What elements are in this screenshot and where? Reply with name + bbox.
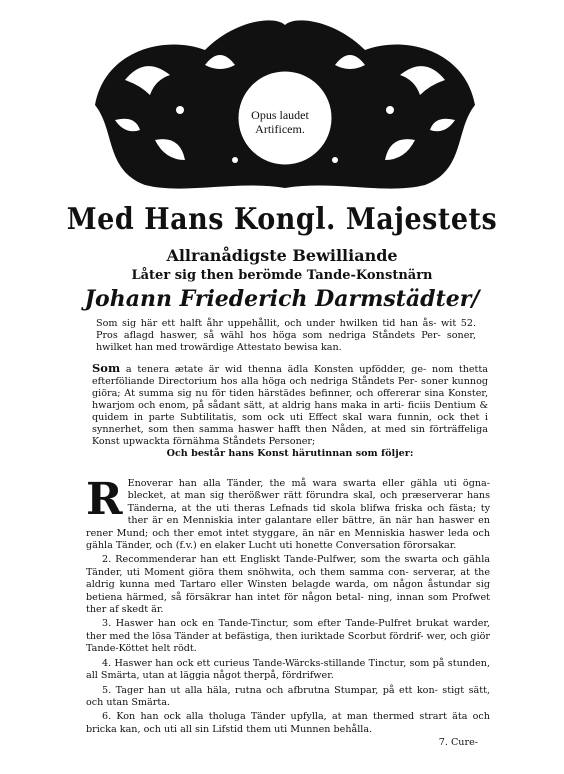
medallion-motto bbox=[235, 108, 325, 136]
motto-line-2: Artificem. bbox=[255, 122, 305, 136]
subtitle-permission: Allranådigste Bewilliande bbox=[166, 246, 398, 265]
list-item: 6. Kon han ock alla tholuga Tänder upfylla, at man thermed strart äta och bricka kan, och uti all sin Lifstid them uti Munnen behålla. bbox=[86, 711, 490, 735]
body-text: a tenera ætate är wid thenna ädla Konsten upfödder, ge- nom thetta efterföliande Directorium hos alla höga och nedriga Ståndets Per- soner kunnog giöra; At summa sig nu för tiden härstädes befinner, och offererar sina Konster, hwarjom och enom, på sådant sätt, at aldrig hans maka in arti- ficiis Dentium & quidem in parte Subtilitatis, som ock uti Effect skal wara funnin, ock thet i synnerhet, som then samma haswer hafft then Nåden, at med sin förträffeliga Konst upwackta förnähma Ståndets Personer; bbox=[92, 364, 488, 447]
ornament-vignette bbox=[85, 10, 485, 195]
drop-cap: R bbox=[86, 474, 123, 525]
motto-line-1: Opus laudet bbox=[251, 108, 309, 122]
list-item-text: Enoverar han alla Tänder, the må wara swarta eller gähla uti ögna- blecket, at man sig therößwer rätt förundra skal, och præserverar hans Tänderna, at the uti theras Lefnads tid skola blifwa friska och fästa; ty ther är en Menniskia inter galantare eller bättre, än när han haswer en rener Mund; och ther emot intet styggare, än när en Menniskia haswer leda och gähla Tänder, och (f.v.) en elaker Lucht uti honette Conversation förorsakar. bbox=[86, 478, 490, 552]
body-paragraph bbox=[92, 362, 488, 460]
list-item bbox=[86, 474, 490, 552]
dentist-name: Johann Friederich Darmstädter/ bbox=[84, 286, 480, 312]
main-title: Med Hans Kongl. Majestets bbox=[66, 202, 498, 237]
intro-text: Som sig här ett halft åhr uppehållit, och under hwilken tid han ås- wit 52. Pros aflagd haswer, så wähl hos höga som nedriga Ståndets Per- soner, hwilket han med trowärdige Attestato bewisa kan. bbox=[96, 318, 476, 353]
list-item: 5. Tager han ut alla häla, rutna och afbrutna Stumpar, på ett kon- stigt sätt, och utan Smärta. bbox=[86, 684, 490, 708]
subtitle-announce: Låter sig then berömde Tande-Konstnärn bbox=[131, 268, 433, 283]
list-item: 4. Haswer han ock ett curieus Tande-Wärcks-stillande Tinctur, som på stunden, all Smärta, utan at läggia något therpå, fördrifwer. bbox=[86, 657, 490, 682]
services-list bbox=[86, 474, 490, 738]
catchword: 7. Cure- bbox=[438, 737, 478, 748]
list-item: 3. Haswer han ock en Tande-Tinctur, som efter Tande-Pulfret brukat warder, ther med the lösa Tänder at befästiga, then iuriktade Scorbut fördrif- wer, och giör Tande-Köttet helt rödt. bbox=[86, 618, 490, 655]
intro-paragraph bbox=[96, 318, 476, 354]
list-item: 2. Recommenderar han ett Engliskt Tande-Pulfwer, som the swarta och gähla Tänder, uti Moment giöra them snöhwita, och them samma con- serverar, at the aldrig kunna med Tartaro eller Winsten belagde warda, om någon åstundar sig betiena härmed, så försäkrar han intet för någon betal- ning, innan som Profwet ther af skedt är. bbox=[86, 554, 490, 616]
body-lead-word: Som bbox=[92, 361, 121, 375]
body-conclusion: Och består hans Konst härutinnan som följer: bbox=[166, 448, 414, 459]
